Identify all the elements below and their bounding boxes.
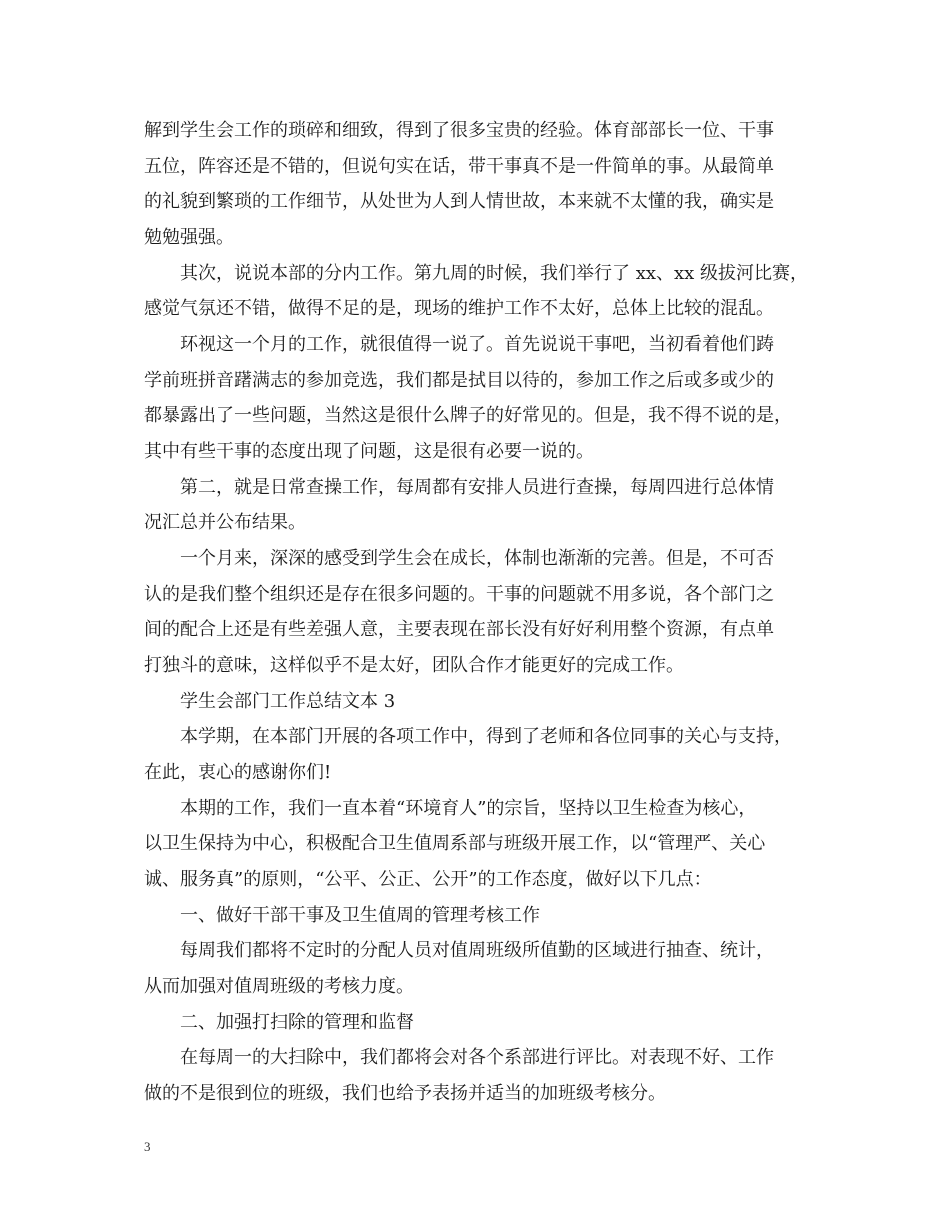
text-line: 在每周一的大扫除中，我们都将会对各个系部进行评比。对表现不好、工作 <box>180 1047 774 1068</box>
text-line: 间的配合上还是有些差强人意，主要表现在部长没有好好利用整个资源，有点单 <box>144 619 774 640</box>
text-line: 本期的工作，我们一直本着“环境育人”的宗旨，坚持以卫生检查为核心， <box>180 798 757 819</box>
text-line: 本学期，在本部门开展的各项工作中，得到了老师和各位同事的关心与支持， <box>180 726 792 747</box>
text-line: 五位，阵容还是不错的，但说句实在话，带干事真不是一件简单的事。从最简单 <box>144 156 774 177</box>
text-line: 从而加强对值周班级的考核力度。 <box>144 976 414 997</box>
text-line: 一、做好干部干事及卫生值周的管理考核工作 <box>180 905 540 926</box>
page-number: 3 <box>144 1139 151 1154</box>
text-line: 其中有些干事的态度出现了问题，这是很有必要一说的。 <box>144 441 594 462</box>
text-line: 诚、服务真”的原则，“公平、公正、公开”的工作态度，做好以下几点： <box>144 869 712 890</box>
text-line: 一个月来，深深的感受到学生会在成长，体制也渐渐的完善。但是，不可否 <box>180 548 774 569</box>
text-line: 每周我们都将不定时的分配人员对值周班级所值勤的区域进行抽查、统计， <box>180 940 774 961</box>
text-line: 打独斗的意味，这样似乎不是太好，团队合作才能更好的完成工作。 <box>144 655 684 676</box>
text-line: 都暴露出了一些问题，当然这是很什么牌子的好常见的。但是，我不得不说的是， <box>144 405 792 426</box>
text-line: 在此，衷心的感谢你们! <box>144 762 332 783</box>
text-line: 做的不是很到位的班级，我们也给予表扬并适当的加班级考核分。 <box>144 1083 666 1104</box>
text-line: 勉勉强强。 <box>144 227 234 248</box>
text-line: 认的是我们整个组织还是存在很多问题的。干事的问题就不用多说，各个部门之 <box>144 584 774 605</box>
text-line: 以卫生保持为中心，积极配合卫生值周系部与班级开展工作，以“管理严、关心 <box>144 833 766 854</box>
text-line: 况汇总并公布结果。 <box>144 512 306 533</box>
text-line: 二、加强打扫除的管理和监督 <box>180 1012 414 1033</box>
text-line: 其次，说说本部的分内工作。第九周的时候，我们举行了 xx、xx 级拔河比赛， <box>180 263 809 284</box>
text-line: 的礼貌到繁琐的工作细节，从处世为人到人情世故，本来就不太懂的我，确实是 <box>144 191 774 212</box>
text-line: 感觉气氛还不错，做得不足的是，现场的维护工作不太好，总体上比较的混乱。 <box>144 298 774 319</box>
text-line: 环视这一个月的工作，就很值得一说了。首先说说干事吧，当初看着他们踌 <box>180 334 774 355</box>
section-title: 学生会部门工作总结文本 3 <box>180 691 396 712</box>
text-line: 解到学生会工作的琐碎和细致，得到了很多宝贵的经验。体育部部长一位、干事 <box>144 120 774 141</box>
text-line: 第二，就是日常查操工作，每周都有安排人员进行查操，每周四进行总体情 <box>180 477 774 498</box>
text-line: 学前班拼音躇满志的参加竞选，我们都是拭目以待的，参加工作之后或多或少的 <box>144 370 774 391</box>
